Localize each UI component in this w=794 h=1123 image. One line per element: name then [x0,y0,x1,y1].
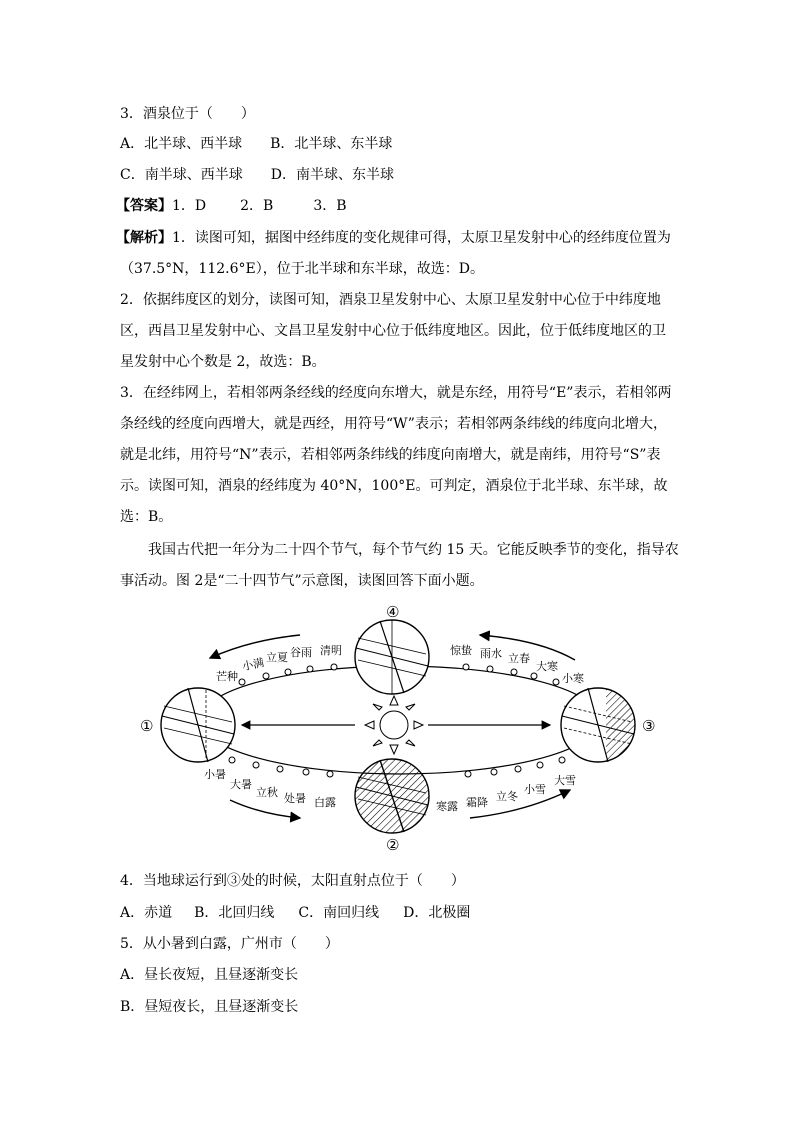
analysis-label: 【解析】 [116,230,172,246]
analysis-p3-line1: 3．在经纬网上，若相邻两条经线的经度向东增大，就是东经，用符号“E”表示，若相邻两 [120,385,672,401]
term-dahan: 大寒 [536,660,558,673]
analysis-p1-line2: （37.5°N，112.6°E），位于北半球和东半球，故选：D。 [120,261,484,277]
analysis-p3-line5: 选：B。 [120,509,173,525]
analysis-p3-line3: 就是北纬，用符号“N”表示，若相邻两条纬线的纬度向南增大，就是南纬，用符号“S”表 [120,447,661,463]
term-xiaoxue: 小雪 [524,783,546,796]
earth-position-1 [161,688,235,762]
analysis-p2-line2: 区，西昌卫星发射中心、文昌卫星发射中心位于低纬度地区。因此，位于低纬度地区的卫 [120,323,666,339]
sun-icon [365,696,423,754]
analysis-p2-line3: 星发射中心个数是 2，故选：B。 [120,354,326,370]
q5-option-b: B．昼短夜长，且昼逐渐变长 [120,999,299,1015]
term-qingming: 清明 [320,644,342,657]
solar-terms-diagram [130,600,670,860]
position-3-label: ③ [642,717,656,735]
answer-1: 1．D [172,198,207,214]
term-xiaoman: 小满 [241,656,266,674]
q3-options-row2 [120,165,394,185]
term-dashu: 大暑 [230,778,252,791]
answer-3: 3．B [313,198,347,214]
intro-line1: 我国古代把一年分为二十四个节气，每个节气约 15 天。它能反映季节的变化，指导农 [148,542,679,558]
term-lixia: 立夏 [266,651,288,664]
q5-stem: 5．从小暑到白露，广州市（ ） [120,936,339,952]
q3-stem: 3．酒泉位于（ ） [120,106,255,122]
term-lichun: 立春 [508,652,530,665]
term-chushu: 处暑 [284,792,306,805]
analysis-p1-line1 [116,228,671,248]
answer-2: 2．B [240,198,274,214]
intro-line2: 事活动。图 2是“二十四节气”示意图，读图回答下面小题。 [120,573,484,589]
analysis-p1-text: 1．读图可知，据图中经纬度的变化规律可得，太原卫星发射中心的经纬度位置为 [172,230,671,246]
answer-line [116,196,347,216]
earth-position-4 [355,620,429,694]
position-2-label: ② [386,836,400,854]
term-bailu: 白露 [314,796,336,809]
q3-option-b: B．北半球、东半球 [270,136,393,152]
position-4-label: ④ [386,603,400,621]
earth-position-3 [561,688,635,762]
q3-option-d: D．南半球、东半球 [270,167,394,183]
q4-stem: 4．当地球运行到③处的时候，太阳直射点位于（ ） [120,873,465,889]
earth-position-2 [355,759,429,833]
q5-option-a: A．昼长夜短，且昼逐渐变长 [120,967,299,983]
term-daxue: 大雪 [554,774,576,787]
term-jingzhe: 惊蛰 [450,644,472,657]
term-liqiu: 立秋 [256,786,278,799]
q4-option-b: B．北回归线 [194,905,275,921]
analysis-p3-line2: 条经线的经度向西增大，就是西经，用符号“W”表示；若相邻两条纬线的纬度向北增大， [120,416,667,432]
term-shuangjiang: 霜降 [466,796,488,809]
analysis-p2-line1: 2．依据纬度区的划分，读图可知，酒泉卫星发射中心、太原卫星发射中心位于中纬度地 [120,292,661,308]
term-guyu: 谷雨 [290,646,312,659]
term-hanlu: 寒露 [436,800,458,813]
q4-option-a: A．赤道 [120,905,173,921]
q4-options [120,903,470,923]
term-xiaohan: 小寒 [562,672,584,685]
q3-options-row1 [120,134,392,154]
answer-label: 【答案】 [116,198,172,214]
q4-option-d: D．北极圈 [403,905,471,921]
position-1-label: ① [140,717,154,735]
q3-option-a: A．北半球、西半球 [120,136,243,152]
term-mangzhong: 芒种 [216,670,238,683]
term-xiaoshu: 小暑 [204,768,226,781]
term-yushui: 雨水 [480,647,502,660]
term-lidong: 立冬 [496,790,518,803]
analysis-p3-line4: 示。读图可知，酒泉的经纬度为 40°N，100°E。可判定，酒泉位于北半球、东半球，故 [120,478,668,494]
q4-option-c: C．南回归线 [298,905,380,921]
q3-option-c: C．南半球、西半球 [120,167,243,183]
